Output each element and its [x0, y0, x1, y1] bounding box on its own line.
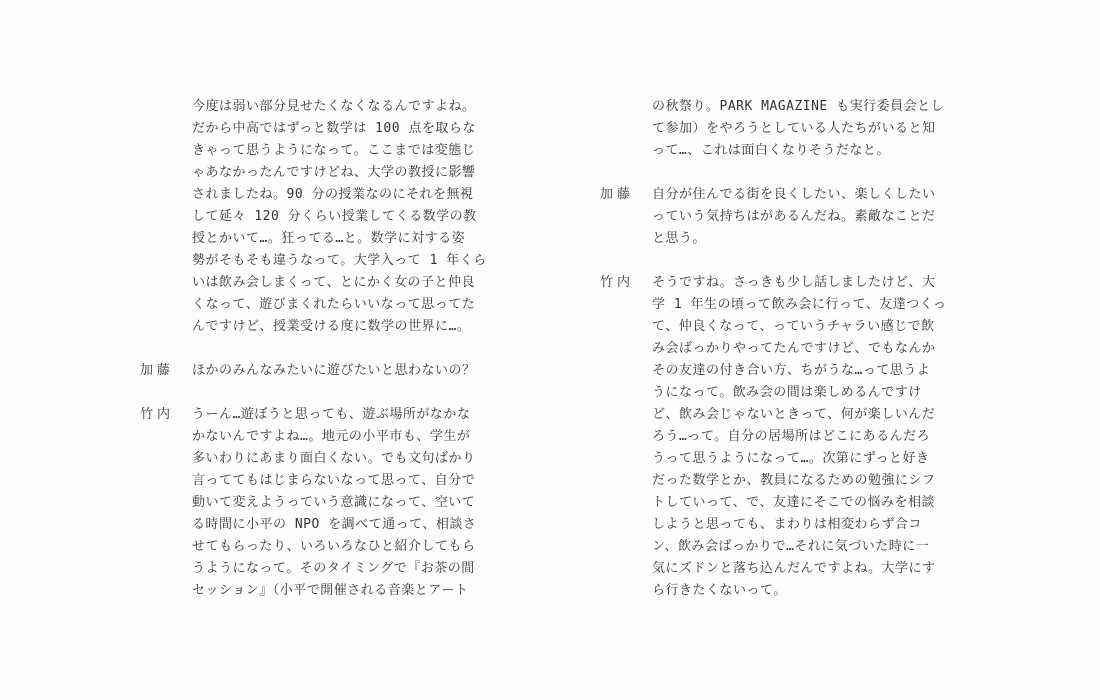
text-line: うって思うようになって…。次第にずっと好き	[652, 451, 930, 466]
dialogue-block	[140, 404, 560, 602]
text-line: 学 1 年生の頃って飲み会に行って、友達つくっ	[652, 297, 947, 312]
text-line: きゃって思うようになって。ここまでは変態じ	[192, 143, 476, 158]
dialogue-lines	[192, 404, 560, 602]
text-line: 言っててもはじまらないなって思って、自分で	[192, 473, 476, 488]
dialogue-lines	[192, 360, 560, 382]
dialogue-lines	[652, 184, 1020, 250]
dialogue-block	[140, 96, 560, 338]
speaker-label: 竹内	[600, 275, 635, 290]
right-text-column	[600, 96, 1020, 602]
text-line: と思う。	[652, 231, 707, 246]
text-line: ど、飲み会じゃないときって、何が楽しいんだ	[652, 407, 936, 422]
dialogue-block	[600, 184, 1020, 250]
text-line: ほかのみんなみたいに遊びたいと思わないの？	[192, 363, 476, 378]
text-line: その友達の付き合い方、ちがうな…って思うよ	[652, 363, 931, 378]
text-line: そうですね。さっきも少し話しましたけど、大	[652, 275, 936, 290]
text-line: って…、これは面白くなりそうだなと。	[652, 143, 890, 158]
text-line: て、仲良くなって、っていうチャラい感じで飲	[652, 319, 935, 334]
text-line: くなって、遊びまくれたらいいなって思ってた	[192, 297, 476, 312]
dialogue-lines	[192, 96, 560, 338]
text-line: っていう気持ちはがあるんだね。素敵なことだ	[652, 209, 936, 224]
text-line: て参加）をやろうとしている人たちがいると知	[652, 121, 936, 136]
text-line: ろう…って。自分の居場所はどこにあるんだろ	[652, 429, 931, 444]
text-line: だった数学とか、教員になるための勉強にシフ	[652, 473, 936, 488]
text-line: る時間に小平の NPO を調べて通って、相談さ	[192, 517, 477, 532]
dialogue-lines	[652, 96, 1020, 162]
text-line: ゃあなかったんですけどね、大学の教授に影響	[192, 165, 476, 180]
text-line: 気にズドンと落ち込んだんですよね。大学にす	[652, 561, 936, 576]
text-line: ン、飲み会ばっかりで…それに気づいた時に一	[652, 539, 930, 554]
text-line: んですけど、授業受ける度に数学の世界に…。	[192, 319, 471, 334]
dialogue-block	[140, 360, 560, 382]
text-line: だから中高ではずっと数学は 100 点を取らな	[192, 121, 476, 136]
text-line: 今度は弱い部分見せたくなくなるんですよね。	[192, 99, 476, 114]
text-line: うになって。飲み会の間は楽しめるんですけ	[652, 385, 922, 400]
text-line: トしていって、で、友達にそこでの悩みを相談	[652, 495, 935, 510]
text-line: ら行きたくないって。	[652, 583, 787, 598]
left-text-column	[140, 96, 560, 602]
text-line: 自分が住んでる街を良くしたい、楽しくしたい	[652, 187, 936, 202]
text-line: いは飲み会しまくって、とにかく女の子と仲良	[192, 275, 475, 290]
dialogue-block	[600, 96, 1020, 162]
text-line: 動いて変えようっていう意識になって、空いて	[192, 495, 476, 510]
text-line: 授とかいて…。狂ってる…と。数学に対する姿	[192, 231, 466, 246]
text-line: されましたね。90 分の授業なのにそれを無視	[192, 187, 474, 202]
text-line: しようと思っても、まわりは相変わらず合コ	[652, 517, 923, 532]
text-line: み会ばっかりやってたんですけど、でもなんか	[652, 341, 936, 356]
text-line: 勢がそもそも違うなって。大学入って 1 年くら	[192, 253, 487, 268]
speaker-label: 加藤	[600, 187, 635, 202]
text-line: の秋祭り。PARK MAGAZINE も実行委員会とし	[652, 99, 945, 114]
speaker-label: 加藤	[140, 363, 175, 378]
speaker-label: 竹内	[140, 407, 175, 422]
text-line: 多いわりにあまり面白くない。でも文句ばかり	[192, 451, 476, 466]
text-line: うようになって。そのタイミングで『お茶の間	[192, 561, 475, 576]
text-line: かないんですよね…。地元の小平市も、学生が	[192, 429, 471, 444]
text-line: うーん…遊ぼうと思っても、遊ぶ場所がなかな	[192, 407, 471, 422]
text-line: セッション』（小平で開催される音楽とアート	[192, 583, 469, 598]
text-line: せてもらったり、いろいろなひと紹介してもら	[192, 539, 476, 554]
dialogue-lines	[652, 272, 1020, 602]
text-line: して延々 120 分くらい授業してくる数学の教	[192, 209, 477, 224]
dialogue-block	[600, 272, 1020, 602]
